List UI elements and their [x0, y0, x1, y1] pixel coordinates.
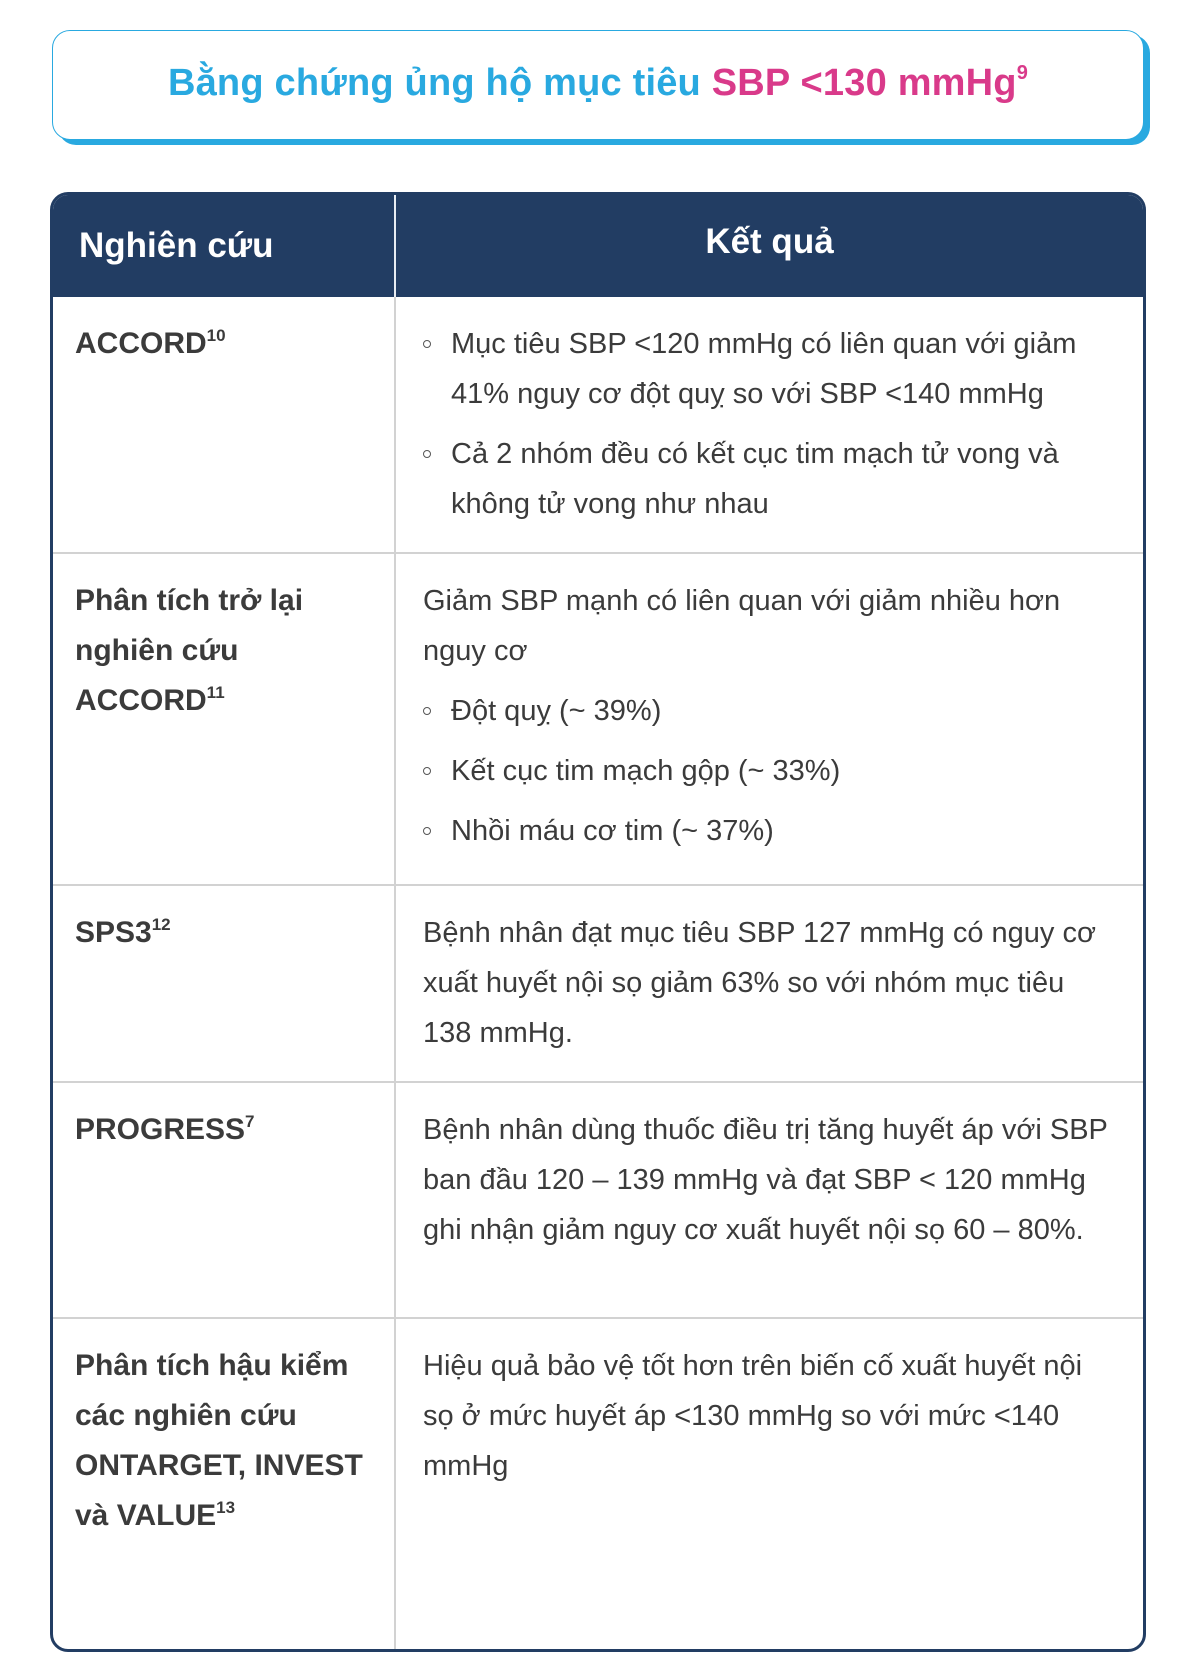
result-intro: Bệnh nhân đạt mục tiêu SBP 127 mmHg có nguy cơ xuất huyết nội sọ giảm 63% so với nhóm mục tiêu 138 mmHg.	[423, 917, 1096, 1049]
study-result	[423, 908, 1113, 1058]
study-ref: 10	[206, 326, 226, 345]
title-highlight	[712, 62, 1028, 104]
result-bullets	[423, 686, 1113, 856]
table-row	[53, 886, 1143, 1083]
study-result	[423, 319, 1113, 529]
study-label: SPS3	[75, 916, 152, 949]
study-label: ACCORD	[75, 327, 207, 360]
table-row	[53, 1083, 1143, 1319]
result-bullet: Nhồi máu cơ tim (~ 37%)	[423, 806, 1113, 856]
study-result	[423, 576, 1113, 856]
study-ref: 12	[151, 915, 171, 934]
study-name	[75, 1105, 375, 1155]
result-bullets	[423, 319, 1113, 529]
title-box	[52, 30, 1144, 140]
title-ref: 9	[1016, 61, 1029, 84]
study-label: PROGRESS	[75, 1113, 246, 1146]
result-bullet: Đột quỵ (~ 39%)	[423, 686, 1113, 736]
result-bullet: Kết cục tim mạch gộp (~ 33%)	[423, 746, 1113, 796]
table-row	[53, 297, 1143, 554]
header-result: Kết quả	[705, 222, 834, 261]
table-row	[53, 554, 1143, 886]
study-name	[75, 908, 375, 958]
evidence-table	[50, 192, 1146, 1652]
study-label: Phân tích trở lại nghiên cứu ACCORD	[75, 584, 304, 717]
study-name	[75, 576, 375, 726]
title-highlight-text: SBP <130 mmHg	[711, 61, 1017, 104]
study-name	[75, 1341, 375, 1541]
result-bullet: Mục tiêu SBP <120 mmHg có liên quan với giảm 41% nguy cơ đột quỵ so với SBP <140 mmHg	[423, 319, 1113, 419]
study-name	[75, 319, 375, 369]
study-ref: 11	[206, 683, 225, 702]
result-bullet: Cả 2 nhóm đều có kết cục tim mạch tử vong và không tử vong như nhau	[423, 429, 1113, 529]
table-row	[53, 1319, 1143, 1649]
result-intro: Giảm SBP mạnh có liên quan với giảm nhiều hơn nguy cơ	[423, 585, 1061, 667]
study-result	[423, 1105, 1113, 1255]
study-ref: 13	[216, 1498, 236, 1517]
page-title	[168, 62, 1028, 105]
result-intro: Bệnh nhân dùng thuốc điều trị tăng huyết áp với SBP ban đầu 120 – 139 mmHg và đạt SBP < 120 mmHg ghi nhận giảm nguy cơ xuất huyết nội sọ 60 – 80%.	[423, 1114, 1108, 1246]
header-study: Nghiên cứu	[79, 226, 274, 265]
study-ref: 7	[245, 1112, 255, 1131]
study-label: Phân tích hậu kiểm các nghiên cứu ONTARGET, INVEST và VALUE	[75, 1349, 363, 1532]
table-header	[53, 195, 1143, 297]
title-text: Bằng chứng ủng hộ mục tiêu	[167, 61, 701, 104]
result-intro: Hiệu quả bảo vệ tốt hơn trên biến cố xuất huyết nội sọ ở mức huyết áp <130 mmHg so với mức <140 mmHg	[423, 1350, 1083, 1482]
study-result	[423, 1341, 1113, 1491]
